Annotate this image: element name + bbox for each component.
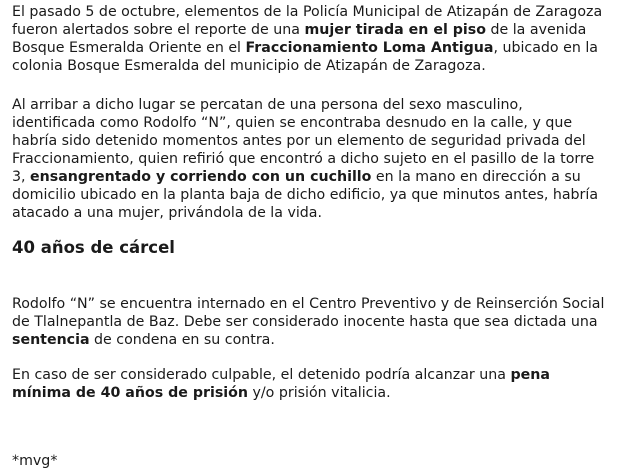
text-run: Rodolfo “N” se encuentra internado en el Centro Preventivo y de Reinserción Social de Tlalnepantla de Baz. Debe ser considerado inocente hasta que sea dictada una bbox=[12, 296, 605, 330]
bold-text-run: ensangrentado y corriendo con un cuchillo bbox=[30, 169, 372, 185]
bold-text-run: mujer tirada en el piso bbox=[304, 22, 486, 38]
paragraph-1 bbox=[12, 3, 610, 75]
text-run: de la avenida Bosque Esmeralda Oriente en el bbox=[12, 22, 587, 56]
paragraph-2 bbox=[12, 96, 610, 222]
bold-text-run: sentencia bbox=[12, 332, 90, 348]
text-run: de condena en su contra. bbox=[89, 332, 275, 348]
text-run: Al arribar a dicho lugar se percatan de una persona del sexo masculino, identificada como Rodolfo “N”, quien se encontraba desnudo en la calle, y que habría sido detenido momentos antes por un elemento de seguridad privada del Fraccionamiento, quien refirió que encontró a dicho sujeto en el pasillo de la torre 3, bbox=[12, 97, 595, 185]
paragraph-4 bbox=[12, 366, 572, 402]
bold-text-run: pena mínima de 40 años de prisión bbox=[12, 367, 550, 401]
text-run: en la mano en dirección a su domicilio ubicado en la planta baja de dicho edificio, ya que minutos antes, habría atacado a una mujer, privándola de la vida. bbox=[12, 169, 599, 221]
text-run: En caso de ser considerado culpable, el detenido podría alcanzar una bbox=[12, 367, 511, 383]
author-signature: *mvg* bbox=[12, 453, 58, 469]
paragraph-3 bbox=[12, 295, 610, 349]
text-run: El pasado 5 de octubre, elementos de la Policía Municipal de Atizapán de Zaragoza fueron alertados sobre el reporte de una bbox=[12, 4, 603, 38]
text-run: , ubicado en la colonia Bosque Esmeralda del municipio de Atizapán de Zaragoza. bbox=[12, 40, 598, 74]
text-run: y/o prisión vitalicia. bbox=[248, 385, 391, 401]
bold-text-run: Fraccionamiento Loma Antigua bbox=[245, 40, 494, 56]
section-heading: 40 años de cárcel bbox=[12, 238, 175, 257]
